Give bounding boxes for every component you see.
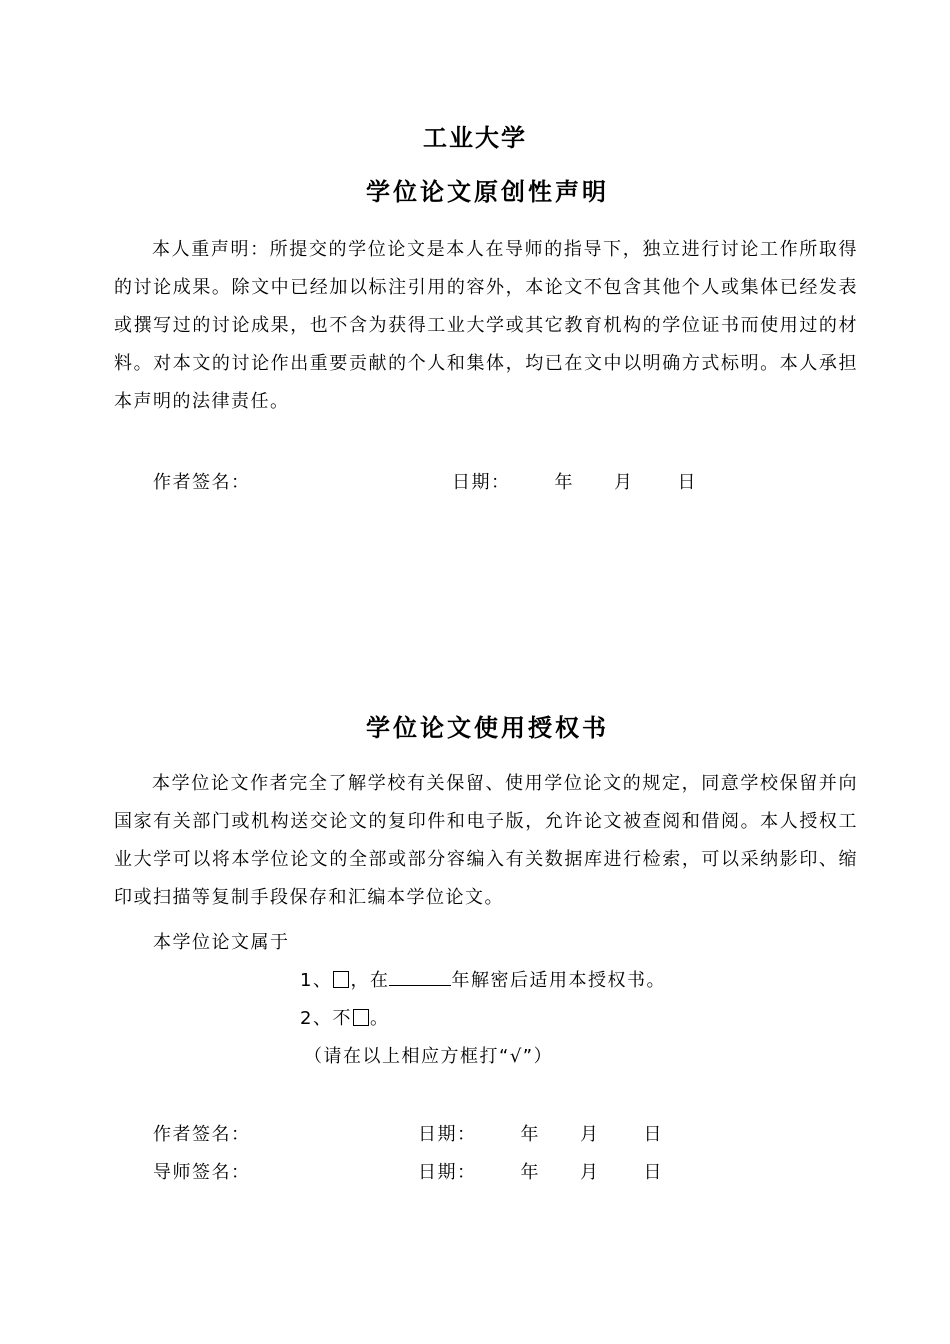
declaration-title: 学位论文原创性声明: [366, 178, 609, 206]
authorization-author-date-row: [418, 1120, 663, 1146]
day-label: 日: [643, 1124, 663, 1145]
option-2: [300, 1004, 389, 1030]
date-label: 日期：: [452, 472, 511, 493]
option-2-prefix: 2、不: [300, 1008, 352, 1029]
authorization-title: 学位论文使用授权书: [366, 714, 609, 742]
option-2-suffix: 。: [369, 1008, 390, 1029]
authorization-body: 本学位论文作者完全了解学校有关保留、使用学位论文的规定，同意学校保留并向国家有关部门或机构送交论文的复印件和电子版，允许论文被查阅和借阅。本人授权工业大学可以将本学位论文的全部或部分容编入有关数据库进行检索，可以采纳影印、缩印或扫描等复制手段保存和汇编本学位论文。: [114, 773, 858, 908]
year-label: 年: [520, 1162, 540, 1183]
month-label: 月: [580, 1124, 600, 1145]
advisor-date-row: [418, 1158, 663, 1184]
option-1: [300, 966, 666, 992]
option-2-checkbox[interactable]: [353, 1009, 369, 1026]
date-label: 日期：: [418, 1124, 477, 1145]
day-label: 日: [643, 1162, 663, 1183]
option-1-prefix: 1、: [300, 970, 333, 991]
date-label: 日期：: [418, 1162, 477, 1183]
month-label: 月: [580, 1162, 600, 1183]
advisor-sign-label: 导师签名：: [153, 1162, 251, 1183]
option-1-checkbox[interactable]: [333, 971, 349, 988]
day-label: 日: [677, 472, 697, 493]
option-1-middle: ，在: [350, 970, 390, 991]
university-name: 工业大学: [423, 124, 527, 152]
authorization-author-sign-label: 作者签名：: [153, 1124, 251, 1145]
month-label: 月: [614, 472, 634, 493]
checkbox-instruction: （请在以上相应方框打“√”）: [304, 1046, 554, 1067]
year-label: 年: [520, 1124, 540, 1145]
year-label: 年: [554, 472, 574, 493]
declaration-author-sign-label: 作者签名：: [153, 472, 251, 493]
declaration-body: 本人重声明：所提交的学位论文是本人在导师的指导下，独立进行讨论工作所取得的讨论成果。除文中已经加以标注引用的容外，本论文不包含其他个人或集体已经发表或撰写过的讨论成果，也不含为获得工业大学或其它教育机构的学位证书而使用过的材料。对本文的讨论作出重要贡献的个人和集体，均已在文中以明确方式标明。本人承担本声明的法律责任。: [114, 239, 858, 412]
option-1-suffix: 年解密后适用本授权书。: [451, 970, 666, 991]
decrypt-year-blank[interactable]: [389, 969, 451, 986]
belongs-to-label: 本学位论文属于: [153, 932, 290, 953]
declaration-date-row: [452, 468, 697, 494]
